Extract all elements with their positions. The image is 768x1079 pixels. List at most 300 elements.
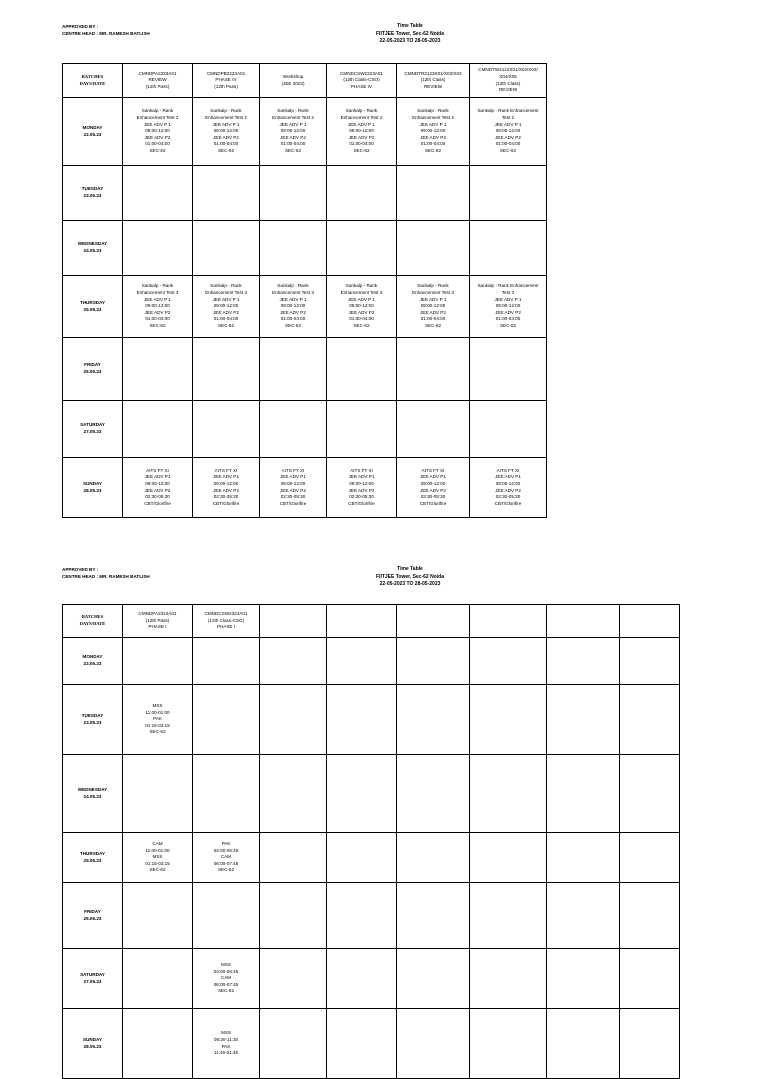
schedule-line: JEE ADV P2 bbox=[495, 487, 521, 493]
schedule-cell bbox=[123, 638, 193, 685]
schedule-line: SEC-62 bbox=[149, 729, 166, 735]
schedule-line: 09:00-12:00 bbox=[420, 128, 446, 134]
day-cell bbox=[63, 1009, 123, 1079]
schedule-cell bbox=[327, 755, 397, 833]
schedule-line: 11:00-01:00 bbox=[145, 709, 170, 715]
schedule-line: 02:30-05:30 bbox=[213, 494, 239, 500]
day-cell bbox=[63, 401, 123, 458]
day-date: 24.05.23 bbox=[83, 248, 102, 253]
schedule-line: AITS FT XI bbox=[281, 467, 305, 473]
day-name: FRIDAY bbox=[84, 362, 101, 368]
schedule-line: JEE ADV P 1 bbox=[348, 121, 375, 127]
title-line: Time Table bbox=[397, 566, 423, 572]
schedule-line: AITS FT XI bbox=[350, 467, 373, 473]
schedule-cell bbox=[470, 276, 547, 338]
approved-by: APPROVED BY : bbox=[62, 24, 99, 29]
header-line: REVIEW bbox=[148, 77, 167, 83]
schedule-line: Enhancement Test 3 bbox=[205, 290, 247, 296]
schedule-line: 09:00-12:00 bbox=[145, 480, 170, 486]
schedule-line: Sankalp - Rank bbox=[141, 283, 174, 289]
day-cell bbox=[63, 98, 123, 166]
schedule-cell bbox=[397, 98, 470, 166]
day-row bbox=[63, 638, 680, 685]
header-line: CMNDPB2223A01 bbox=[206, 70, 246, 76]
schedule-cell bbox=[193, 98, 260, 166]
day-date: 23.05.23 bbox=[83, 193, 102, 198]
day-row bbox=[63, 276, 547, 338]
date-range-line: 22-05-2023 TO 28-05-2023 bbox=[379, 581, 441, 587]
schedule-cell bbox=[470, 98, 547, 166]
schedule-cell bbox=[620, 685, 680, 755]
schedule-cell bbox=[547, 1009, 620, 1079]
day-cell bbox=[63, 276, 123, 338]
schedule-line: 04:00-05:45 bbox=[213, 847, 239, 853]
schedule-line: JEE ADV P2 bbox=[213, 134, 239, 140]
schedule-cell bbox=[547, 685, 620, 755]
schedule-line: SEC-62 bbox=[149, 322, 166, 328]
schedule-line: Enhancement Test 2 bbox=[272, 115, 314, 121]
schedule-cell bbox=[470, 833, 547, 883]
day-cell bbox=[63, 221, 123, 276]
schedule-cell bbox=[123, 833, 193, 883]
schedule-line: 09:00-12:00 bbox=[349, 128, 374, 134]
schedule-line: 11:45-01:45 bbox=[213, 1050, 239, 1056]
schedule-line: 01:00-04:00 bbox=[420, 141, 446, 147]
schedule-line: 01:00-04:00 bbox=[280, 316, 306, 322]
schedule-line: 09:00-12:00 bbox=[280, 480, 306, 486]
schedule-cell bbox=[470, 401, 547, 458]
schedule-cell bbox=[123, 338, 193, 401]
header-row bbox=[63, 605, 680, 638]
schedule-cell bbox=[327, 98, 397, 166]
timetable-title bbox=[300, 566, 520, 589]
schedule-line: JEE ADV P2 bbox=[144, 134, 171, 140]
batch-column-header bbox=[123, 64, 193, 98]
schedule-line: JEE ADV P2 bbox=[213, 309, 239, 315]
schedule-line: Enhancement Test 2 bbox=[136, 115, 179, 121]
schedule-cell bbox=[327, 276, 397, 338]
schedule-cell bbox=[193, 638, 260, 685]
day-name: FRIDAY bbox=[84, 908, 101, 914]
header-line: REVIEW bbox=[423, 83, 443, 89]
schedule-line: 02:30-05:30 bbox=[495, 494, 521, 500]
schedule-cell bbox=[470, 949, 547, 1009]
schedule-line: Sankalp - Rank bbox=[345, 108, 378, 114]
schedule-line: JEE ADV P2 bbox=[213, 487, 239, 493]
schedule-cell bbox=[547, 755, 620, 833]
header-row bbox=[63, 64, 547, 98]
schedule-line: SEC-62 bbox=[217, 322, 235, 328]
day-date: 22.05.23 bbox=[83, 131, 102, 137]
schedule-line: SEC-62 bbox=[353, 147, 370, 153]
batch-column-header bbox=[470, 64, 547, 98]
schedule-line: JEE ADV P 1 bbox=[419, 121, 447, 127]
schedule-line: 01:00-04:00 bbox=[420, 316, 446, 322]
schedule-cell bbox=[327, 221, 397, 276]
header-line: Workshop bbox=[282, 73, 304, 79]
header-line: (12th Class) bbox=[495, 80, 521, 86]
schedule-cell bbox=[260, 338, 327, 401]
schedule-line: Enhancement Test 3 bbox=[136, 290, 179, 296]
schedule-line: 01:00-04:00 bbox=[495, 316, 521, 322]
day-row bbox=[63, 949, 680, 1009]
schedule-line: 09:00-12:00 bbox=[213, 480, 239, 486]
schedule-line: 09:00-12:00 bbox=[349, 303, 374, 309]
schedule-cell bbox=[123, 883, 193, 949]
schedule-line: 09:00-12:00 bbox=[145, 128, 170, 134]
schedule-cell bbox=[327, 166, 397, 221]
header-line: PHASE I bbox=[216, 624, 236, 630]
schedule-cell bbox=[470, 755, 547, 833]
day-name: WEDNESDAY bbox=[77, 241, 108, 247]
days-date-label: DAYS/DATE bbox=[79, 621, 106, 626]
day-cell bbox=[63, 638, 123, 685]
day-row bbox=[63, 401, 547, 458]
schedule-line: Sankalp - Rank bbox=[417, 108, 449, 114]
schedule-line: 09:00-12:00 bbox=[280, 303, 306, 309]
day-date: 25.05.23 bbox=[83, 857, 102, 863]
day-date: 24.05.23 bbox=[83, 793, 102, 799]
schedule-line: JEE ADV P2 bbox=[144, 487, 171, 493]
schedule-cell bbox=[260, 221, 327, 276]
schedule-line: JEE ADV P2 bbox=[280, 134, 306, 140]
schedule-line: JEE ADV P2 bbox=[280, 309, 306, 315]
day-row bbox=[63, 458, 547, 518]
schedule-line: JEE ADV P2 bbox=[495, 134, 521, 140]
schedule-cell bbox=[260, 949, 327, 1009]
schedule-cell bbox=[397, 221, 470, 276]
schedule-cell bbox=[260, 166, 327, 221]
schedule-line: Enhancement Test 2 bbox=[205, 115, 247, 121]
schedule-line: JEE ADV P1 bbox=[213, 474, 239, 480]
day-name: SATURDAY bbox=[80, 971, 105, 977]
day-date: 27.05.23 bbox=[83, 978, 102, 984]
schedule-line: PAK bbox=[221, 1043, 231, 1049]
schedule-line: JEE ADV P 1 bbox=[212, 296, 240, 302]
day-cell bbox=[63, 833, 123, 883]
batches-header bbox=[63, 605, 123, 638]
schedule-line: 02:30-05:30 bbox=[349, 494, 374, 500]
schedule-line: Sankalp - Rank bbox=[417, 283, 449, 289]
schedule-cell bbox=[260, 833, 327, 883]
schedule-cell bbox=[470, 883, 547, 949]
timetable-1 bbox=[62, 63, 547, 518]
schedule-line: AITS FT XI bbox=[496, 467, 520, 473]
header-line: (12th Pass) bbox=[214, 83, 238, 89]
schedule-line: 06:00-07:45 bbox=[213, 860, 239, 866]
schedule-line: CBT/Glorifire bbox=[212, 500, 240, 506]
schedule-line: Enhancement Test 3 bbox=[412, 290, 454, 296]
batch-column-header bbox=[260, 64, 327, 98]
timetable-2 bbox=[62, 604, 680, 1079]
title-line: Time Table bbox=[397, 23, 423, 29]
day-row bbox=[63, 221, 547, 276]
schedule-cell bbox=[397, 401, 470, 458]
schedule-line: CBT/Glorifire bbox=[348, 500, 375, 506]
venue-line: FIITJEE Tower, Sec-62 Noida bbox=[376, 573, 444, 580]
schedule-line: 01:00-04:00 bbox=[213, 316, 239, 322]
empty-column-header bbox=[547, 605, 620, 638]
schedule-line: 02:30-05:30 bbox=[420, 494, 446, 500]
day-date: 25.05.23 bbox=[83, 306, 102, 312]
schedule-cell bbox=[193, 458, 260, 518]
schedule-line: CBT/Glorifire bbox=[279, 500, 307, 506]
schedule-cell bbox=[123, 221, 193, 276]
header-line: CMNDTR2123X01/X02/X03 bbox=[404, 70, 462, 76]
schedule-cell bbox=[397, 883, 470, 949]
schedule-line: Sankalp - Rank bbox=[210, 108, 242, 114]
schedule-line: MSS bbox=[221, 1030, 231, 1036]
batches-label: BATCHES bbox=[81, 73, 104, 79]
schedule-line: PAK bbox=[221, 841, 231, 847]
schedule-line: Sankalp - Rank Enhancement bbox=[477, 108, 539, 114]
schedule-line: JEE ADV P2 bbox=[420, 487, 446, 493]
day-row bbox=[63, 883, 680, 949]
schedule-cell bbox=[397, 166, 470, 221]
header-line: PHASE I bbox=[148, 624, 167, 630]
header-line: (12th Class-CSO) bbox=[343, 77, 380, 83]
schedule-cell bbox=[397, 685, 470, 755]
schedule-line: CBT/Glorifire bbox=[494, 500, 522, 506]
schedule-cell bbox=[123, 755, 193, 833]
schedule-cell bbox=[260, 755, 327, 833]
schedule-line: 01:15-03:15 bbox=[145, 722, 170, 728]
schedule-line: JEE ADV P2 bbox=[348, 487, 375, 493]
schedule-line: CBT/Glorifire bbox=[419, 500, 447, 506]
batch-column-header bbox=[123, 605, 193, 638]
schedule-line: 09:00-12:00 bbox=[495, 303, 521, 309]
schedule-cell bbox=[260, 98, 327, 166]
header-line: PHASE IV bbox=[350, 83, 373, 89]
schedule-line: Test 3 bbox=[501, 290, 515, 296]
schedule-line: Enhancement Test 2 bbox=[340, 115, 383, 121]
schedule-line: 09:00-12:00 bbox=[280, 128, 306, 134]
days-date-label: DAYS/DATE bbox=[79, 80, 106, 86]
schedule-line: JEE ADV P2 bbox=[495, 309, 521, 315]
day-name: SUNDAY bbox=[83, 1036, 102, 1042]
schedule-line: SEC-62 bbox=[499, 322, 517, 328]
schedule-cell bbox=[123, 401, 193, 458]
schedule-cell bbox=[470, 685, 547, 755]
day-cell bbox=[63, 338, 123, 401]
schedule-cell bbox=[260, 401, 327, 458]
venue-line: FIITJEE Tower, Sec-62 Noida bbox=[376, 30, 444, 37]
schedule-line: Sankalp - Rank bbox=[141, 108, 174, 114]
day-name: THURSDAY bbox=[79, 850, 106, 856]
schedule-line: 11:00-01:00 bbox=[145, 847, 170, 853]
batch-column-header bbox=[193, 605, 260, 638]
schedule-cell bbox=[193, 401, 260, 458]
schedule-line: JEE ADV P 1 bbox=[494, 121, 522, 127]
schedule-line: JEE ADV P 1 bbox=[279, 121, 307, 127]
schedule-line: SEC-62 bbox=[217, 147, 235, 153]
schedule-line: JEE ADV P2 bbox=[420, 309, 446, 315]
schedule-line: JEE ADV P 1 bbox=[279, 296, 307, 302]
day-cell bbox=[63, 685, 123, 755]
schedule-line: CAM bbox=[220, 975, 232, 981]
header-line: (12th Class-CSO) bbox=[207, 617, 245, 623]
date-range-line: 22-05-2023 TO 28-05-2023 bbox=[379, 38, 441, 44]
day-date: 28.05.23 bbox=[83, 1043, 102, 1049]
schedule-line: 01:15-03:15 bbox=[145, 860, 170, 866]
batches-header bbox=[63, 64, 123, 98]
schedule-line: SEC-62 bbox=[217, 988, 235, 994]
schedule-cell bbox=[327, 833, 397, 883]
empty-column-header bbox=[620, 605, 680, 638]
schedule-line: JEE ADV P 1 bbox=[494, 296, 522, 302]
schedule-line: SEC-62 bbox=[424, 322, 442, 328]
schedule-line: 01:00-04:00 bbox=[145, 316, 170, 322]
schedule-cell bbox=[620, 833, 680, 883]
schedule-line: JEE ADV P2 bbox=[420, 134, 446, 140]
day-date: 23.05.23 bbox=[83, 719, 102, 725]
day-date: 22.05.23 bbox=[83, 661, 102, 666]
schedule-line: JEE ADV P2 bbox=[348, 309, 375, 315]
schedule-cell bbox=[193, 338, 260, 401]
day-date: 26.05.23 bbox=[83, 369, 102, 374]
schedule-line: Sankalp - Rank bbox=[210, 283, 242, 289]
empty-column-header bbox=[470, 605, 547, 638]
schedule-line: JEE ADV P 1 bbox=[144, 296, 171, 302]
schedule-cell bbox=[123, 276, 193, 338]
schedule-cell bbox=[470, 221, 547, 276]
schedule-line: 01:00-04:00 bbox=[280, 141, 306, 147]
day-name: SUNDAY bbox=[83, 480, 102, 486]
schedule-line: 04:00-05:45 bbox=[213, 968, 239, 974]
schedule-cell bbox=[620, 949, 680, 1009]
schedule-cell bbox=[547, 949, 620, 1009]
empty-column-header bbox=[327, 605, 397, 638]
schedule-cell bbox=[193, 949, 260, 1009]
schedule-cell bbox=[123, 1009, 193, 1079]
schedule-cell bbox=[397, 755, 470, 833]
header-line: (12th Class) bbox=[420, 77, 446, 83]
batch-column-header bbox=[397, 64, 470, 98]
schedule-cell bbox=[327, 338, 397, 401]
day-cell bbox=[63, 949, 123, 1009]
schedule-line: JEE ADV P1 bbox=[348, 474, 375, 480]
centre-head: CENTRE HEAD : MR. RAMESH BATLISH bbox=[62, 31, 150, 36]
schedule-cell bbox=[397, 638, 470, 685]
schedule-cell bbox=[547, 833, 620, 883]
schedule-cell bbox=[547, 638, 620, 685]
schedule-cell bbox=[123, 949, 193, 1009]
schedule-line: AITS FT XI bbox=[214, 467, 238, 473]
schedule-line: 09:00-12:00 bbox=[495, 128, 521, 134]
schedule-cell bbox=[397, 338, 470, 401]
schedule-line: CAM bbox=[220, 854, 232, 860]
timetable-title bbox=[300, 23, 520, 46]
header-line: (JEE 2023) bbox=[281, 80, 305, 86]
day-name: TUESDAY bbox=[81, 712, 104, 718]
schedule-line: MSS bbox=[221, 962, 231, 968]
day-name: TUESDAY bbox=[81, 186, 104, 192]
schedule-cell bbox=[397, 1009, 470, 1079]
empty-column-header bbox=[397, 605, 470, 638]
schedule-cell bbox=[470, 458, 547, 518]
schedule-line: SEC-62 bbox=[353, 322, 370, 328]
schedule-cell bbox=[193, 166, 260, 221]
schedule-cell bbox=[193, 833, 260, 883]
schedule-cell bbox=[620, 638, 680, 685]
day-row bbox=[63, 166, 547, 221]
schedule-line: JEE ADV P1 bbox=[420, 474, 446, 480]
header-line: PHASE IV bbox=[215, 77, 237, 83]
schedule-line: 09:00-12:00 bbox=[495, 480, 521, 486]
schedule-line: 09:00-12:00 bbox=[420, 303, 446, 309]
schedule-cell bbox=[123, 685, 193, 755]
day-date: 27.05.23 bbox=[83, 429, 102, 434]
schedule-cell bbox=[397, 949, 470, 1009]
day-row bbox=[63, 755, 680, 833]
schedule-cell bbox=[547, 883, 620, 949]
schedule-cell bbox=[327, 401, 397, 458]
schedule-line: 01:00-04:00 bbox=[145, 141, 170, 147]
schedule-line: SEC-62 bbox=[149, 867, 166, 873]
batches-label: BATCHES bbox=[81, 614, 104, 620]
schedule-line: JEE ADV P 1 bbox=[144, 121, 171, 127]
schedule-cell bbox=[193, 883, 260, 949]
schedule-line: JEE ADV P 1 bbox=[348, 296, 375, 302]
schedule-cell bbox=[470, 638, 547, 685]
header-line: (12th Pass) bbox=[145, 83, 170, 89]
day-name: MONDAY bbox=[82, 124, 103, 130]
schedule-line: JEE ADV P 1 bbox=[212, 121, 240, 127]
schedule-line: 09:00-12:00 bbox=[213, 128, 239, 134]
schedule-line: PAK bbox=[153, 716, 162, 722]
schedule-line: MSS bbox=[152, 703, 163, 709]
batch-column-header bbox=[327, 64, 397, 98]
schedule-cell bbox=[397, 458, 470, 518]
schedule-line: SEC-62 bbox=[284, 322, 302, 328]
schedule-line: JEE ADV P2 bbox=[280, 487, 306, 493]
schedule-line: JEE ADV P2 bbox=[144, 309, 171, 315]
schedule-line: 01:00-04:00 bbox=[213, 141, 239, 147]
schedule-cell bbox=[123, 166, 193, 221]
schedule-cell bbox=[260, 1009, 327, 1079]
schedule-line: Enhancement Test 3 bbox=[272, 290, 314, 296]
day-row bbox=[63, 1009, 680, 1079]
schedule-cell bbox=[260, 276, 327, 338]
schedule-cell bbox=[193, 1009, 260, 1079]
schedule-line: 01:00-04:00 bbox=[495, 141, 521, 147]
header-line: CMNDCSW2223A01 bbox=[340, 70, 383, 76]
header-line: (12th Pass) bbox=[145, 617, 170, 623]
schedule-line: 01:00-04:00 bbox=[349, 316, 374, 322]
schedule-line: CBT/Glorifire bbox=[144, 500, 171, 506]
schedule-line: MSS bbox=[152, 854, 163, 860]
day-row bbox=[63, 98, 547, 166]
batch-column-header bbox=[193, 64, 260, 98]
schedule-cell bbox=[327, 685, 397, 755]
day-name: SATURDAY bbox=[80, 422, 105, 428]
schedule-line: 01:00-04:00 bbox=[349, 141, 374, 147]
schedule-cell bbox=[260, 458, 327, 518]
schedule-cell bbox=[193, 221, 260, 276]
day-row bbox=[63, 685, 680, 755]
day-row bbox=[63, 338, 547, 401]
schedule-line: 02:30-05:30 bbox=[280, 494, 306, 500]
schedule-line: JEE ADV P 1 bbox=[419, 296, 447, 302]
schedule-cell bbox=[123, 98, 193, 166]
schedule-line: 09:00-12:00 bbox=[213, 303, 239, 309]
schedule-cell bbox=[327, 1009, 397, 1079]
schedule-cell bbox=[260, 685, 327, 755]
schedule-cell bbox=[470, 166, 547, 221]
header-line: X04/X05 bbox=[499, 73, 517, 79]
schedule-line: JEE ADV P1 bbox=[280, 474, 306, 480]
schedule-line: 06:00-07:45 bbox=[213, 981, 239, 987]
